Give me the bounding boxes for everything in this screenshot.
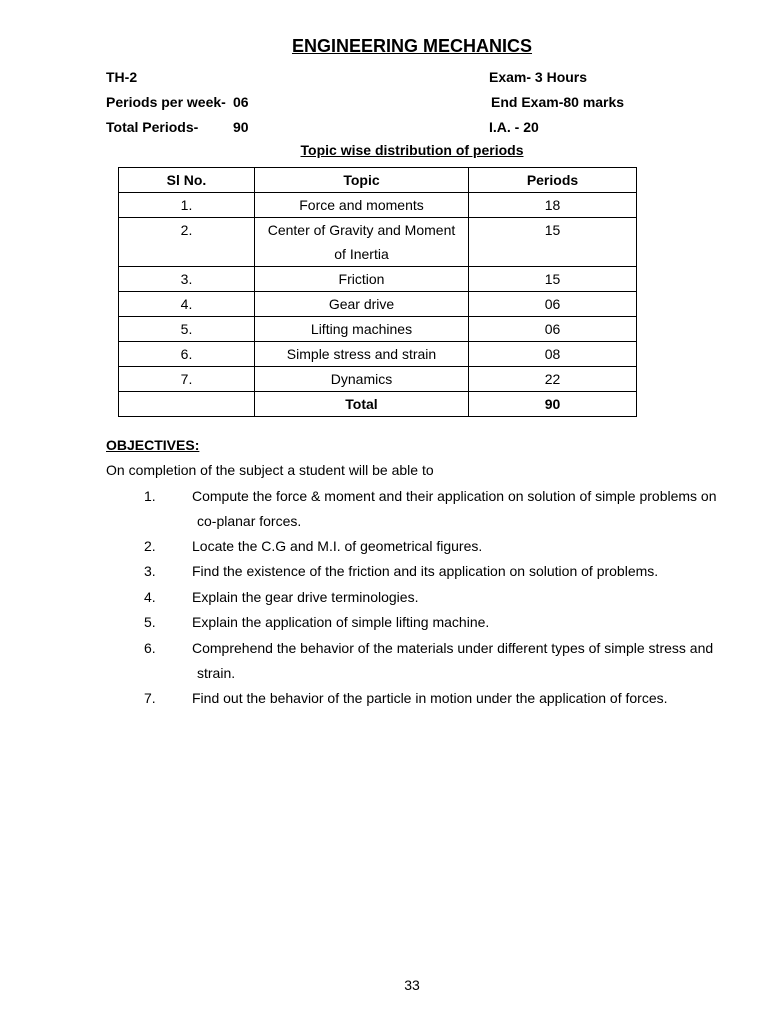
total-periods-value: 90 <box>233 119 249 135</box>
table-row <box>119 292 637 317</box>
page-number: 33 <box>404 977 420 993</box>
periods-per-week-value: 06 <box>233 94 249 110</box>
periods-cell: 08 <box>469 342 637 367</box>
topic-cell: Simple stress and strain <box>255 342 469 367</box>
end-exam-marks: End Exam-80 marks <box>491 94 625 110</box>
sl-no-cell: 3. <box>119 267 255 292</box>
sl-no-cell: 5. <box>119 317 255 342</box>
table-row <box>119 218 637 267</box>
topic-cell: Gear drive <box>255 292 469 317</box>
total-value: 90 <box>469 392 637 417</box>
topic-cell: Force and moments <box>255 193 469 218</box>
exam-duration: Exam- 3 Hours <box>489 69 588 85</box>
topic-cell: Lifting machines <box>255 317 469 342</box>
column-header-periods: Periods <box>469 168 637 193</box>
topic-cell: Dynamics <box>255 367 469 392</box>
sl-no-cell-empty <box>119 392 255 417</box>
course-code: TH-2 <box>106 69 138 85</box>
periods-cell: 06 <box>469 292 637 317</box>
objectives-heading: OBJECTIVES: <box>106 437 200 453</box>
periods-cell: 06 <box>469 317 637 342</box>
objective-number: 7. <box>144 690 156 706</box>
objectives-intro: On completion of the subject a student will be able to <box>106 462 434 478</box>
objective-number: 2. <box>144 538 156 554</box>
distribution-heading: Topic wise distribution of periods <box>300 142 524 158</box>
sl-no-cell: 6. <box>119 342 255 367</box>
table-row <box>119 193 637 218</box>
table-row <box>119 267 637 292</box>
table-total-row <box>119 392 637 417</box>
topic-line: Center of Gravity and Moment <box>267 222 456 238</box>
table-row <box>119 342 637 367</box>
table-row <box>119 317 637 342</box>
internal-assessment: I.A. - 20 <box>489 119 539 135</box>
topic-cell <box>255 218 469 267</box>
objective-text: Find the existence of the friction and its application on solution of problems. <box>192 563 659 579</box>
periods-table <box>118 167 637 417</box>
periods-cell: 22 <box>469 367 637 392</box>
sl-no-cell: 7. <box>119 367 255 392</box>
topic-line: of Inertia <box>334 246 389 262</box>
objective-text: Locate the C.G and M.I. of geometrical figures. <box>192 538 483 554</box>
page-title: ENGINEERING MECHANICS <box>291 36 533 56</box>
total-periods-label: Total Periods- <box>106 119 199 135</box>
objective-text: Explain the application of simple lifting machine. <box>192 614 490 630</box>
objective-text: Find out the behavior of the particle in motion under the application of forces. <box>192 690 668 706</box>
table-header-row <box>119 168 637 193</box>
total-label: Total <box>255 392 469 417</box>
periods-cell: 15 <box>469 218 637 267</box>
objective-number: 6. <box>144 640 156 656</box>
periods-cell: 15 <box>469 267 637 292</box>
objective-number: 3. <box>144 563 156 579</box>
column-header-topic: Topic <box>255 168 469 193</box>
sl-no-cell: 4. <box>119 292 255 317</box>
topic-cell: Friction <box>255 267 469 292</box>
sl-no-cell: 1. <box>119 193 255 218</box>
table-row <box>119 367 637 392</box>
objective-number: 4. <box>144 589 156 605</box>
objective-text-continued: co-planar forces. <box>197 513 302 529</box>
objective-number: 5. <box>144 614 156 630</box>
objective-text-continued: strain. <box>197 665 236 681</box>
periods-per-week-label: Periods per week- <box>106 94 226 110</box>
column-header-sl-no: Sl No. <box>119 168 255 193</box>
objective-text: Explain the gear drive terminologies. <box>192 589 419 605</box>
sl-no-cell: 2. <box>119 218 255 267</box>
periods-cell: 18 <box>469 193 637 218</box>
objective-text: Compute the force & moment and their application on solution of simple problems on <box>192 488 717 504</box>
objective-number: 1. <box>144 488 156 504</box>
objective-text: Comprehend the behavior of the materials under different types of simple stress and <box>192 640 714 656</box>
